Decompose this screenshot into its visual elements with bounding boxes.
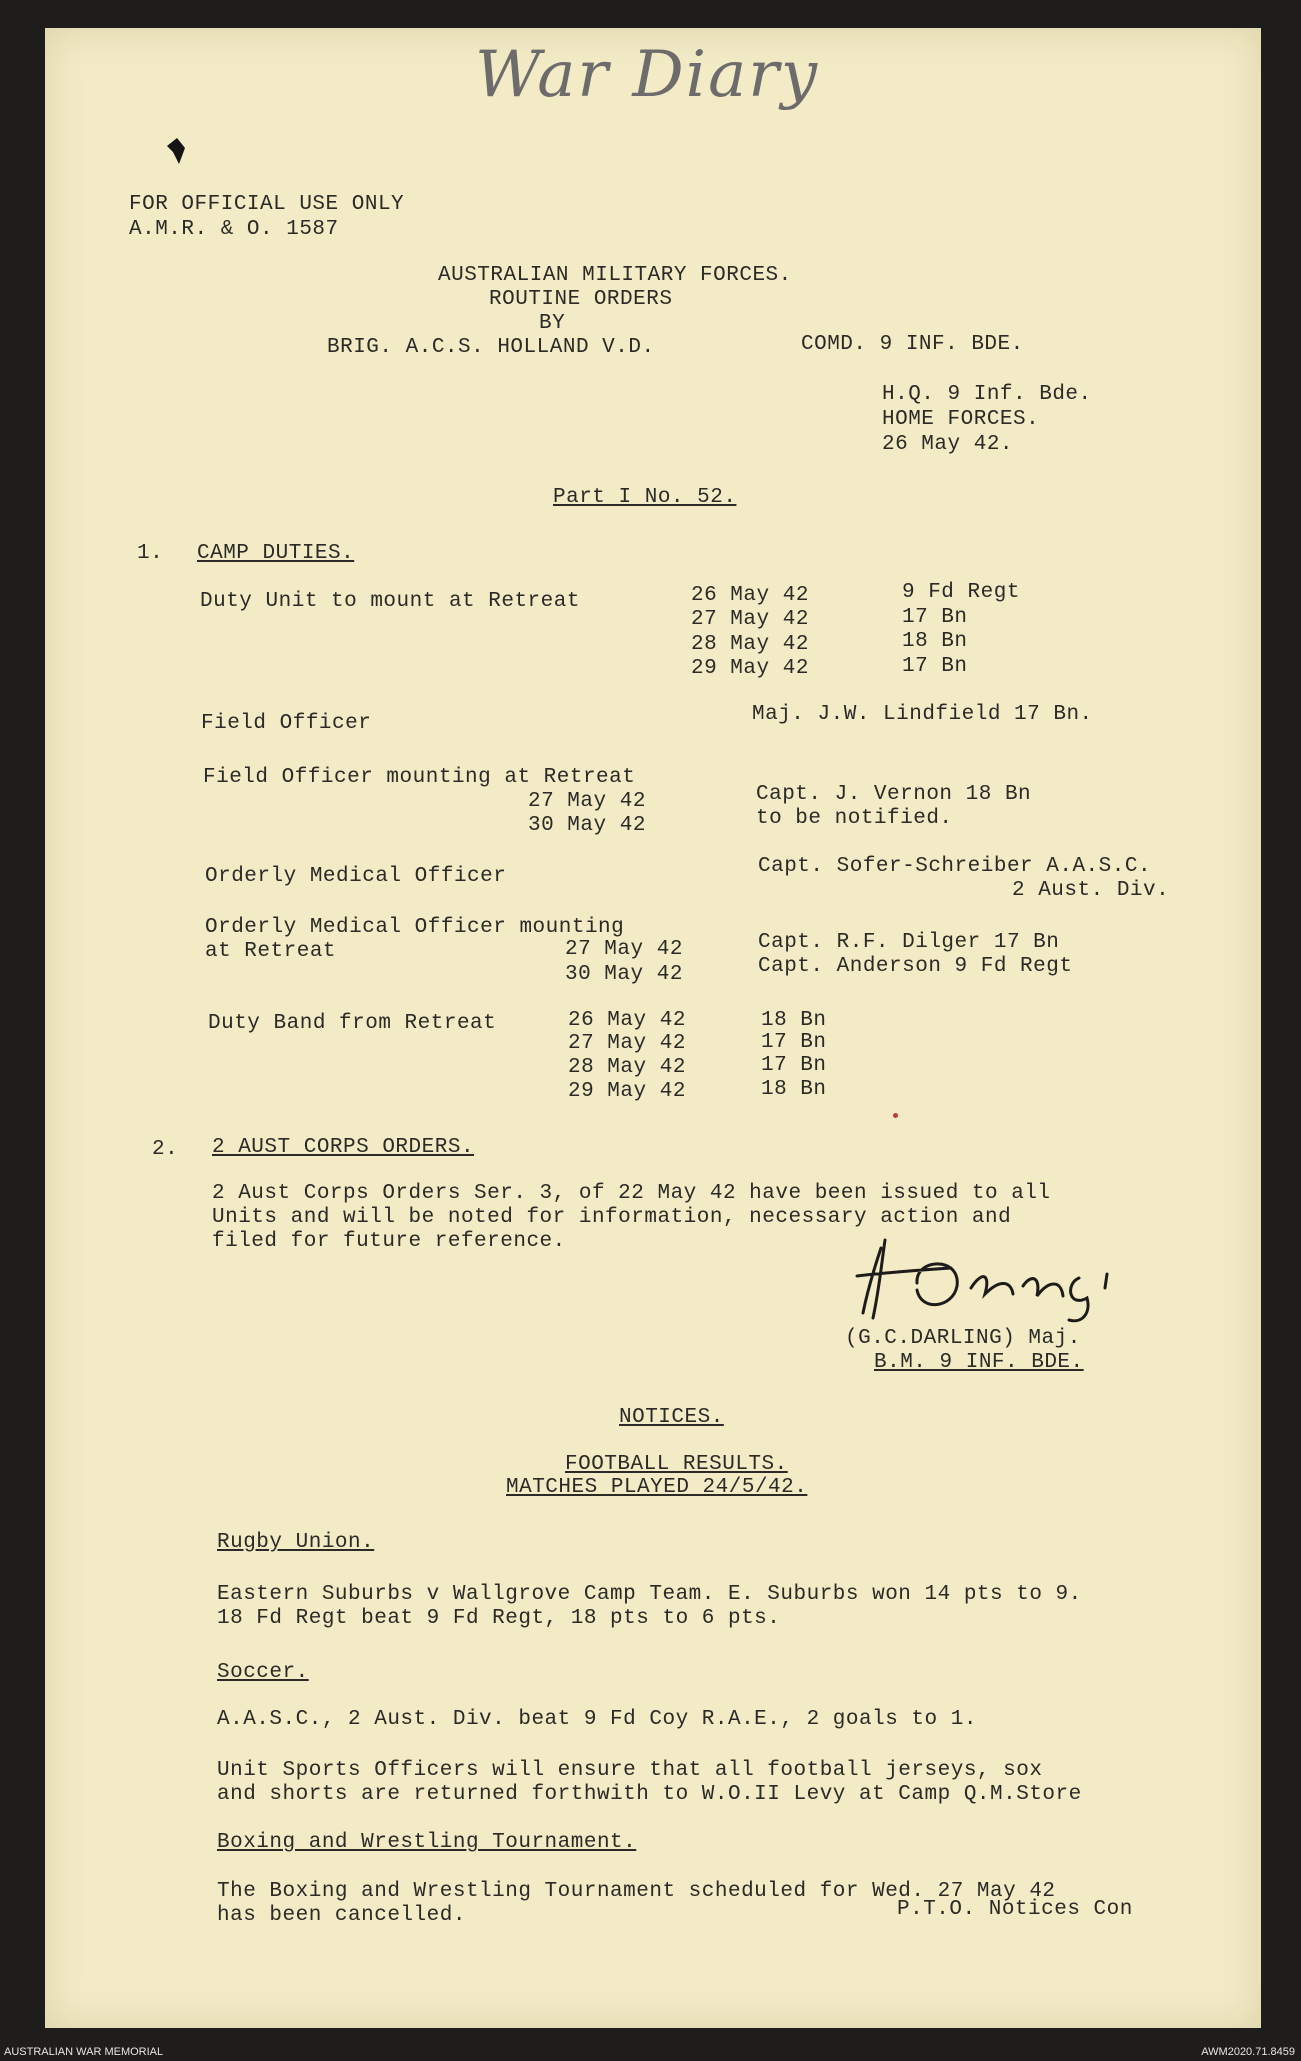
duty-unit-label: Duty Unit to mount at Retreat: [200, 590, 580, 613]
rugby-heading: Rugby Union.: [217, 1531, 375, 1554]
duty-unit-value: 9 Fd Regt: [902, 581, 1020, 604]
fo-mounting-date: 27 May 42: [528, 790, 646, 813]
omo-label: Orderly Medical Officer: [205, 865, 507, 888]
section-2-body-line: filed for future reference.: [212, 1230, 566, 1253]
sports-notice-line: Unit Sports Officers will ensure that all football jerseys, sox: [217, 1759, 1043, 1782]
section-2-body-line: Units and will be noted for information, necessary action and: [212, 1206, 1012, 1229]
omo-mounting-date: 30 May 42: [565, 963, 683, 986]
fo-mounting-date: 30 May 42: [528, 814, 646, 837]
omo-value: Capt. Sofer-Schreiber A.A.S.C.: [758, 855, 1152, 878]
omo-division: 2 Aust. Div.: [1012, 879, 1170, 902]
duty-unit-date: 28 May 42: [691, 633, 809, 656]
rugby-result-line: 18 Fd Regt beat 9 Fd Regt, 18 pts to 6 pts.: [217, 1607, 781, 1630]
boxing-notice-line: has been cancelled.: [217, 1904, 466, 1927]
duty-unit-value: 17 Bn: [902, 606, 968, 629]
part-heading: Part I No. 52.: [553, 486, 737, 509]
commander-name: BRIG. A.C.S. HOLLAND V.D.: [327, 336, 655, 359]
omo-mounting-value: Capt. Anderson 9 Fd Regt: [758, 955, 1073, 978]
footer-source: AUSTRALIAN WAR MEMORIAL: [4, 2046, 164, 2058]
hq-date: 26 May 42.: [882, 433, 1014, 456]
official-use-label: FOR OFFICIAL USE ONLY: [129, 193, 405, 216]
rugby-result-line: Eastern Suburbs v Wallgrove Camp Team. E. Suburbs won 14 pts to 9.: [217, 1583, 1082, 1606]
fo-mounting-value: Capt. J. Vernon 18 Bn: [756, 783, 1032, 806]
section-2-body-line: 2 Aust Corps Orders Ser. 3, of 22 May 42 have been issued to all: [212, 1182, 1051, 1205]
band-date: 28 May 42: [568, 1056, 686, 1079]
band-label: Duty Band from Retreat: [208, 1012, 497, 1035]
section-1-title: CAMP DUTIES.: [197, 542, 355, 565]
duty-unit-date: 26 May 42: [691, 584, 809, 607]
duty-unit-date: 29 May 42: [691, 657, 809, 680]
duty-unit-date: 27 May 42: [691, 608, 809, 631]
band-date: 29 May 42: [568, 1080, 686, 1103]
handwritten-title: War Diary: [475, 38, 819, 112]
notices-title: NOTICES.: [619, 1406, 724, 1429]
soccer-result-line: A.A.S.C., 2 Aust. Div. beat 9 Fd Coy R.A.E., 2 goals to 1.: [217, 1708, 977, 1731]
signature-icon: [851, 1228, 1151, 1328]
red-ink-speck: [893, 1113, 898, 1118]
omo-mounting-label: Orderly Medical Officer mounting: [205, 916, 625, 939]
boxing-heading: Boxing and Wrestling Tournament.: [217, 1831, 637, 1854]
fo-mounting-label: Field Officer mounting at Retreat: [203, 766, 636, 789]
section-1-number: 1.: [137, 542, 164, 565]
document-page: [45, 28, 1261, 2028]
form-reference: A.M.R. & O. 1587: [129, 218, 339, 241]
band-date: 26 May 42: [568, 1009, 686, 1032]
fo-mounting-value: to be notified.: [756, 807, 953, 830]
band-date: 27 May 42: [568, 1032, 686, 1055]
band-value: 18 Bn: [761, 1078, 827, 1101]
boxing-notice-line: The Boxing and Wrestling Tournament scheduled for Wed. 27 May 42: [217, 1880, 1056, 1903]
band-value: 17 Bn: [761, 1031, 827, 1054]
omo-mounting-date: 27 May 42: [565, 938, 683, 961]
hq-line-1: H.Q. 9 Inf. Bde.: [882, 383, 1092, 406]
football-results-title: FOOTBALL RESULTS.: [565, 1453, 788, 1476]
hq-line-2: HOME FORCES.: [882, 408, 1040, 431]
footer-accession: AWM2020.71.8459: [1201, 2046, 1295, 2058]
field-officer-value: Maj. J.W. Lindfield 17 Bn.: [752, 703, 1093, 726]
omo-mounting-value: Capt. R.F. Dilger 17 Bn: [758, 931, 1060, 954]
signatory-role: B.M. 9 INF. BDE.: [874, 1351, 1084, 1374]
pto-note: P.T.O. Notices Con: [897, 1898, 1133, 1921]
by-label: BY: [539, 312, 566, 335]
duty-unit-value: 18 Bn: [902, 630, 968, 653]
document-type: ROUTINE ORDERS: [489, 288, 673, 311]
band-value: 18 Bn: [761, 1009, 827, 1032]
matches-played-title: MATCHES PLAYED 24/5/42.: [506, 1476, 808, 1499]
organization-title: AUSTRALIAN MILITARY FORCES.: [438, 264, 792, 287]
command-designation: COMD. 9 INF. BDE.: [801, 333, 1024, 356]
sports-notice-line: and shorts are returned forthwith to W.O.II Levy at Camp Q.M.Store: [217, 1783, 1082, 1806]
omo-mounting-label-2: at Retreat: [205, 940, 337, 963]
field-officer-label: Field Officer: [201, 712, 372, 735]
section-2-number: 2.: [152, 1138, 179, 1161]
section-2-title: 2 AUST CORPS ORDERS.: [212, 1136, 475, 1159]
signatory-name: (G.C.DARLING) Maj.: [845, 1327, 1081, 1350]
band-value: 17 Bn: [761, 1054, 827, 1077]
soccer-heading: Soccer.: [217, 1661, 309, 1684]
ink-mark-icon: [163, 136, 193, 168]
duty-unit-value: 17 Bn: [902, 655, 968, 678]
